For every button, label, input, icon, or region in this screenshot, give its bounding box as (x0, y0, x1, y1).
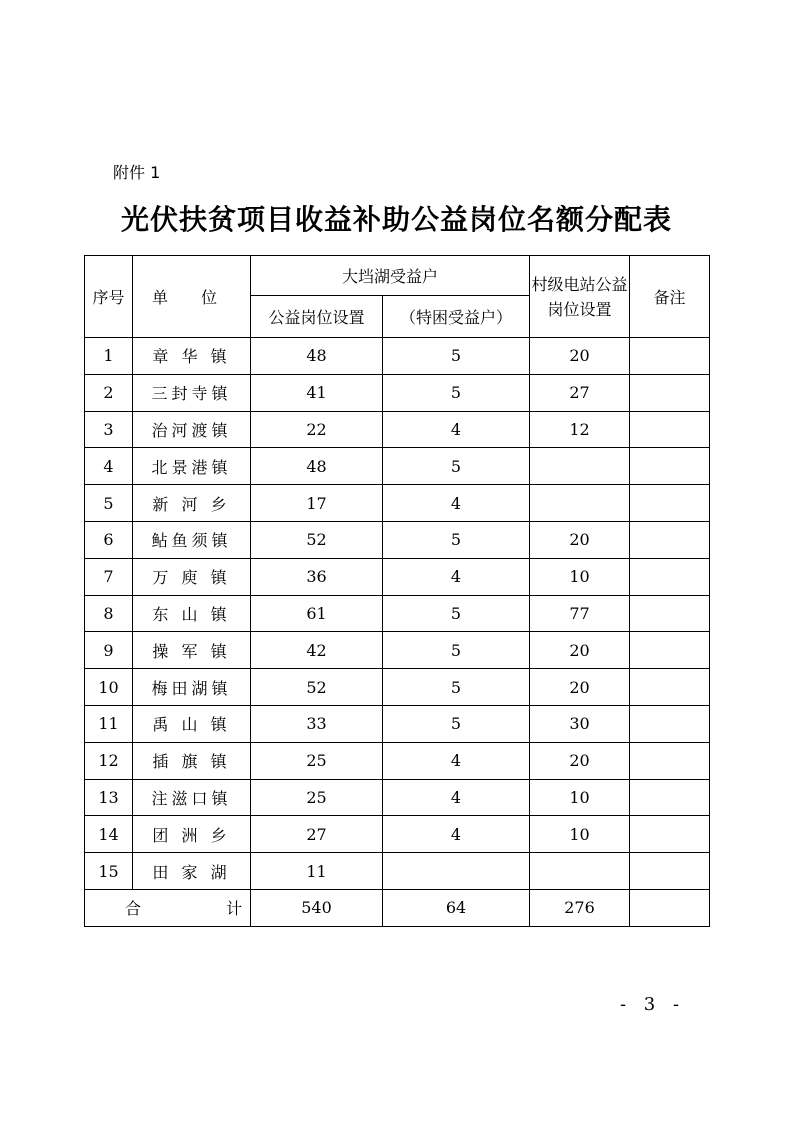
cell-unit: 插 旗 镇 (133, 742, 251, 779)
cell-seq: 6 (85, 521, 133, 558)
cell-remarks (630, 521, 710, 558)
cell-seq: 11 (85, 705, 133, 742)
page-title: 光伏扶贫项目收益补助公益岗位名额分配表 (120, 203, 672, 236)
cell-village: 77 (530, 595, 630, 632)
table-row (85, 521, 710, 558)
cell-special: 5 (383, 595, 530, 632)
cell-village: 20 (530, 338, 630, 375)
cell-seq: 12 (85, 742, 133, 779)
cell-unit: 三封寺镇 (133, 374, 251, 411)
table-row (85, 485, 710, 522)
table-row (85, 632, 710, 669)
total-remarks (630, 889, 710, 926)
table-row (85, 374, 710, 411)
cell-special: 5 (383, 374, 530, 411)
cell-unit: 万 庾 镇 (133, 558, 251, 595)
cell-unit: 操 军 镇 (133, 632, 251, 669)
cell-special: 4 (383, 816, 530, 853)
cell-remarks (630, 558, 710, 595)
header-special: （特困受益户） (383, 296, 530, 338)
cell-remarks (630, 853, 710, 890)
cell-posts: 48 (251, 448, 383, 485)
cell-village: 20 (530, 669, 630, 706)
cell-special: 5 (383, 705, 530, 742)
total-special: 64 (383, 889, 530, 926)
cell-special: 5 (383, 669, 530, 706)
cell-posts: 27 (251, 816, 383, 853)
cell-remarks (630, 669, 710, 706)
cell-posts: 52 (251, 521, 383, 558)
cell-village: 20 (530, 521, 630, 558)
attachment-label: 附件 1 (113, 163, 161, 182)
total-posts: 540 (251, 889, 383, 926)
table-row (85, 595, 710, 632)
cell-posts: 52 (251, 669, 383, 706)
cell-remarks (630, 411, 710, 448)
cell-unit: 章 华 镇 (133, 338, 251, 375)
cell-special: 5 (383, 632, 530, 669)
cell-seq: 4 (85, 448, 133, 485)
cell-remarks (630, 742, 710, 779)
cell-posts: 25 (251, 779, 383, 816)
cell-unit: 治河渡镇 (133, 411, 251, 448)
cell-seq: 5 (85, 485, 133, 522)
cell-posts: 41 (251, 374, 383, 411)
cell-remarks (630, 338, 710, 375)
table-row (85, 338, 710, 375)
cell-posts: 11 (251, 853, 383, 890)
cell-remarks (630, 816, 710, 853)
cell-remarks (630, 595, 710, 632)
header-remarks: 备注 (630, 256, 710, 338)
cell-posts: 48 (251, 338, 383, 375)
cell-posts: 61 (251, 595, 383, 632)
cell-village: 10 (530, 816, 630, 853)
cell-village: 27 (530, 374, 630, 411)
cell-special: 4 (383, 485, 530, 522)
cell-village (530, 448, 630, 485)
cell-village (530, 485, 630, 522)
cell-seq: 14 (85, 816, 133, 853)
page-number: - 3 - (620, 994, 686, 1015)
cell-special: 5 (383, 448, 530, 485)
cell-seq: 10 (85, 669, 133, 706)
cell-special: 4 (383, 779, 530, 816)
cell-seq: 8 (85, 595, 133, 632)
cell-seq: 7 (85, 558, 133, 595)
cell-unit: 梅田湖镇 (133, 669, 251, 706)
cell-remarks (630, 779, 710, 816)
cell-remarks (630, 705, 710, 742)
cell-special: 4 (383, 558, 530, 595)
cell-special: 5 (383, 521, 530, 558)
table-row (85, 816, 710, 853)
allocation-table (84, 255, 710, 927)
cell-unit: 北景港镇 (133, 448, 251, 485)
cell-unit: 团 洲 乡 (133, 816, 251, 853)
cell-special: 4 (383, 411, 530, 448)
cell-remarks (630, 632, 710, 669)
cell-village: 12 (530, 411, 630, 448)
cell-seq: 2 (85, 374, 133, 411)
cell-village (530, 853, 630, 890)
table-row (85, 448, 710, 485)
cell-posts: 42 (251, 632, 383, 669)
header-village: 村级电站公益岗位设置 (530, 256, 630, 338)
header-row-1 (85, 256, 710, 296)
cell-remarks (630, 374, 710, 411)
cell-unit: 禹 山 镇 (133, 705, 251, 742)
total-row (85, 889, 710, 926)
cell-remarks (630, 485, 710, 522)
table-row (85, 558, 710, 595)
cell-posts: 17 (251, 485, 383, 522)
table-row (85, 669, 710, 706)
cell-posts: 36 (251, 558, 383, 595)
cell-special (383, 853, 530, 890)
cell-unit: 东 山 镇 (133, 595, 251, 632)
cell-posts: 33 (251, 705, 383, 742)
total-label: 合 计 (85, 889, 251, 926)
table-row (85, 705, 710, 742)
cell-village: 30 (530, 705, 630, 742)
cell-unit: 新 河 乡 (133, 485, 251, 522)
cell-unit: 鲇鱼须镇 (133, 521, 251, 558)
cell-special: 5 (383, 338, 530, 375)
header-group: 大垱湖受益户 (251, 256, 530, 296)
cell-seq: 1 (85, 338, 133, 375)
cell-seq: 15 (85, 853, 133, 890)
cell-unit: 注滋口镇 (133, 779, 251, 816)
table-row (85, 742, 710, 779)
cell-village: 20 (530, 632, 630, 669)
cell-posts: 25 (251, 742, 383, 779)
table-row (85, 779, 710, 816)
table-row (85, 853, 710, 890)
header-seq: 序号 (85, 256, 133, 338)
header-unit: 单 位 (133, 256, 251, 338)
cell-special: 4 (383, 742, 530, 779)
total-village: 276 (530, 889, 630, 926)
table-row (85, 411, 710, 448)
cell-seq: 13 (85, 779, 133, 816)
cell-village: 10 (530, 779, 630, 816)
cell-remarks (630, 448, 710, 485)
cell-village: 20 (530, 742, 630, 779)
cell-posts: 22 (251, 411, 383, 448)
cell-seq: 3 (85, 411, 133, 448)
header-posts: 公益岗位设置 (251, 296, 383, 338)
cell-unit: 田 家 湖 (133, 853, 251, 890)
cell-village: 10 (530, 558, 630, 595)
cell-seq: 9 (85, 632, 133, 669)
